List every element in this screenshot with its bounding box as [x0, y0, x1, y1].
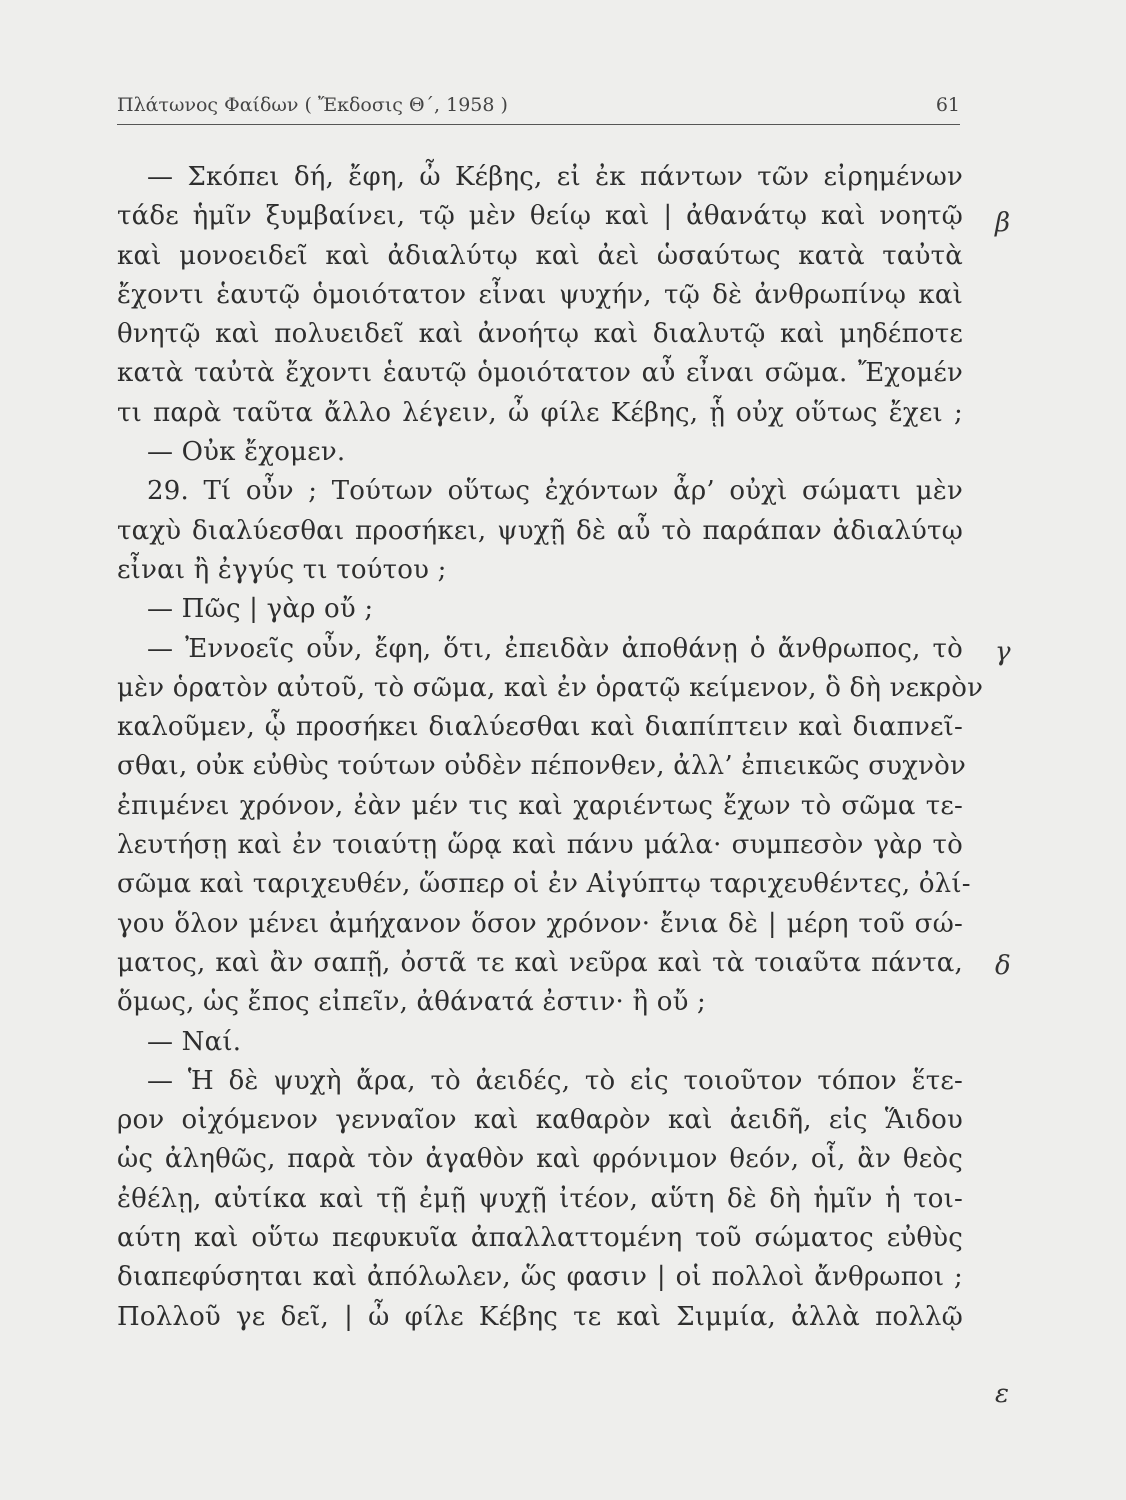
margin-section-letter: δ: [995, 951, 1011, 981]
text-line: καὶ μονοειδεῖ καὶ ἀδιαλύτῳ καὶ ἀεὶ ὡσαύτως κατὰ ταὐτὰ: [117, 240, 963, 271]
page-number: 61: [935, 94, 960, 116]
text-line: — Οὐκ ἔχομεν.: [147, 437, 346, 468]
text-line: λευτήσῃ καὶ ἐν τοιαύτῃ ὥρᾳ καὶ πάνυ μάλα· συμπεσὸν γὰρ τὸ: [117, 830, 963, 861]
text-line: ματος, καὶ ἂν σαπῇ, ὀστᾶ τε καὶ νεῦρα καὶ τὰ τοιαῦτα πάντα,: [117, 947, 963, 978]
header-title: Πλάτωνος Φαίδων ( Ἔκδοσις Θ΄, 1958 ): [117, 94, 508, 116]
text-line: ὅμως, ὡς ἔπος εἰπεῖν, ἀθάνατά ἐστιν· ἢ οὔ ;: [117, 987, 707, 1018]
text-line: διαπεφύσηται καὶ ἀπόλωλεν, ὥς φασιν | οἱ πολλοὶ ἄνθρωποι ;: [117, 1262, 963, 1293]
text-line: καλοῦμεν, ᾧ προσήκει διαλύεσθαι καὶ διαπίπτειν καὶ διαπνεῖ-: [117, 712, 963, 743]
text-line: αύτη καὶ οὕτω πεφυκυῖα ἀπαλλαττομένη τοῦ σώματος εὐθὺς: [117, 1223, 963, 1254]
text-line: — Ναί.: [147, 1026, 242, 1057]
text-line: θνητῷ καὶ πολυειδεῖ καὶ ἀνοήτῳ καὶ διαλυτῷ καὶ μηδέποτε: [117, 319, 963, 350]
text-line: γου ὅλον μένει ἀμήχανον ὅσον χρόνον· ἔνια δὲ | μέρη τοῦ σώ-: [117, 908, 963, 939]
text-line: ἔχοντι ἑαυτῷ ὁμοιότατον εἶναι ψυχήν, τῷ δὲ ἀνθρωπίνῳ καὶ: [117, 279, 963, 310]
main-text: [117, 158, 984, 1337]
running-header: [117, 90, 960, 125]
text-line: — Σκόπει δή, ἔφη, ὦ Κέβης, εἰ ἐκ πάντων τῶν εἰρημένων: [147, 162, 963, 192]
text-line: σθαι, οὐκ εὐθὺς τούτων οὐδὲν πέπονθεν, ἀλλ’ ἐπιεικῶς συχνὸν: [117, 751, 967, 782]
text-line: ὡς ἀληθῶς, παρὰ τὸν ἀγαθὸν καὶ φρόνιμον θεόν, οἷ, ἂν θεὸς: [117, 1144, 963, 1175]
margin-section-letter: γ: [995, 637, 1011, 667]
text-line: — Ἐννοεῖς οὖν, ἔφη, ὅτι, ἐπειδὰν ἀποθάνῃ ὁ ἄνθρωπος, τὸ: [147, 633, 963, 664]
margin-section-letter: β: [995, 208, 1011, 238]
text-line: — Πῶς | γὰρ οὔ ;: [147, 594, 374, 625]
text-line: 29. Τί οὖν ; Τούτων οὕτως ἐχόντων ἆρ’ οὐχὶ σώματι μὲν: [147, 476, 963, 507]
text-line: — Ἡ δὲ ψυχὴ ἄρα, τὸ ἀειδές, τὸ εἰς τοιοῦτον τόπον ἕτε-: [147, 1065, 963, 1096]
text-line: ἐθέλῃ, αὐτίκα καὶ τῇ ἐμῇ ψυχῇ ἰτέον, αὕτη δὲ δὴ ἡμῖν ἡ τοι-: [117, 1183, 963, 1214]
text-line: σῶμα καὶ ταριχευθέν, ὥσπερ οἱ ἐν Αἰγύπτῳ ταριχευθέντες, ὀλί-: [117, 869, 971, 900]
text-line: ταχὺ διαλύεσθαι προσήκει, ψυχῇ δὲ αὖ τὸ παράπαν ἀδιαλύτῳ: [117, 515, 963, 546]
text-line: ρον οἰχόμενον γενναῖον καὶ καθαρὸν καὶ ἀειδῆ, εἰς Ἅιδου: [117, 1105, 963, 1136]
text-line: κατὰ ταὐτὰ ἔχοντι ἑαυτῷ ὁμοιότατον αὖ εἶναι σῶμα. Ἔχομέν: [117, 358, 963, 389]
text-line: μὲν ὁρατὸν αὐτοῦ, τὸ σῶμα, καὶ ἐν ὁρατῷ κείμενον, ὃ δὴ νεκρὸν: [117, 672, 984, 703]
text-line: εἶναι ἢ ἐγγύς τι τούτου ;: [117, 554, 447, 585]
text-line: Πολλοῦ γε δεῖ, | ὦ φίλε Κέβης τε καὶ Σιμμία, ἀλλὰ πολλῷ: [117, 1301, 963, 1332]
text-line: τι παρὰ ταῦτα ἄλλο λέγειν, ὦ φίλε Κέβης, ᾗ οὐχ οὕτως ἔχει ;: [117, 397, 963, 428]
text-line: ἐπιμένει χρόνον, ἐὰν μέν τις καὶ χαριέντως ἔχων τὸ σῶμα τε-: [117, 790, 963, 821]
text-line: τάδε ἡμῖν ξυμβαίνει, τῷ μὲν θείῳ καὶ | ἀθανάτῳ καὶ νοητῷ: [117, 201, 963, 232]
margin-section-letter: ε: [995, 1379, 1009, 1409]
